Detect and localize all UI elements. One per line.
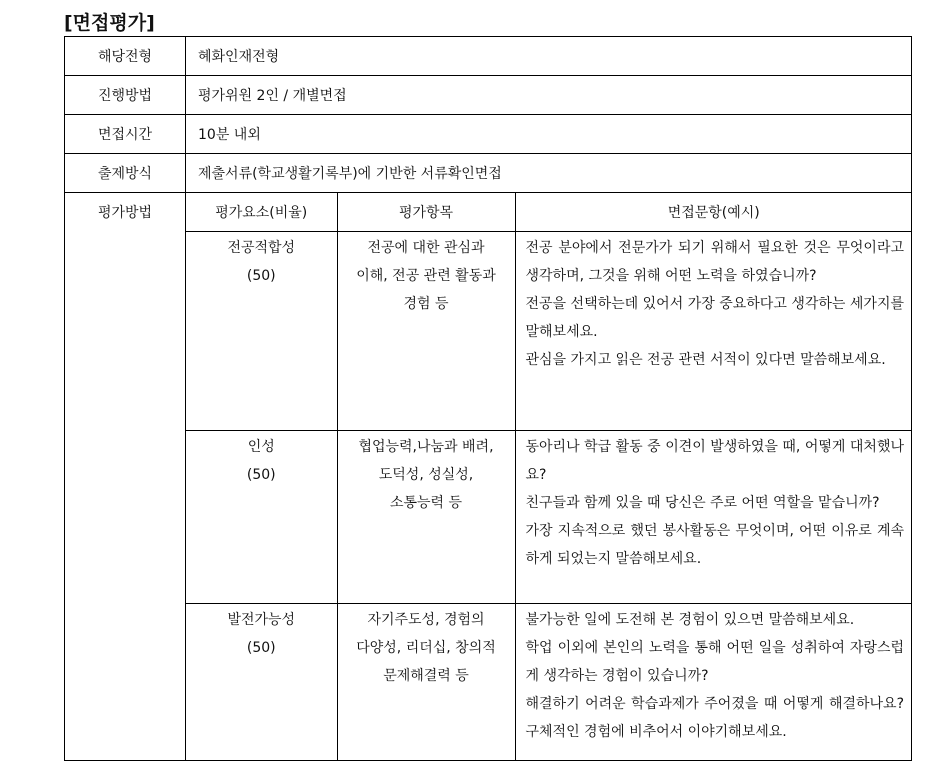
items-cell [337, 232, 515, 431]
question: 친구들과 함께 있을 때 당신은 주로 어떤 역할을 맡습니까? [525, 495, 880, 511]
question: 전공 분야에서 전문가가 되기 위해서 필요한 것은 무엇이라고 생각하며, 그것을 위해 어떤 노력을 하였습니까? [525, 240, 904, 284]
question: 불가능한 일에 도전해 본 경험이 있으면 말씀해보세요. [525, 612, 855, 628]
item-line: 자기주도성, 경험의 [367, 612, 485, 628]
interview-evaluation-table [64, 36, 912, 761]
evaluation-subtable [186, 193, 912, 760]
section-title: [면접평가] [64, 12, 155, 34]
table-row-method [65, 76, 912, 115]
item-line: 소통능력 등 [389, 495, 463, 511]
question: 해결하기 어려운 학습과제가 주어졌을 때 어떻게 해결하나요? 구체적인 경험에 비추어서 이야기해보세요. [525, 696, 904, 740]
category-ratio: (50) [246, 268, 276, 284]
category-name: 인성 [247, 439, 275, 455]
items-cell [337, 431, 515, 604]
category-cell [186, 232, 337, 431]
table-row-format [65, 154, 912, 193]
category-cell [186, 604, 337, 761]
question: 가장 지속적으로 했던 봉사활동은 무엇이며, 어떤 이유로 계속하게 되었는지 말씀해보세요. [525, 523, 904, 567]
item-line: 문제해결력 등 [383, 668, 469, 684]
items-cell [337, 604, 515, 761]
questions-cell [515, 232, 912, 431]
row-label: 평가방법 [65, 193, 186, 761]
table-row [186, 232, 912, 431]
questions-cell [515, 431, 912, 604]
question: 학업 이외에 본인의 노력을 통해 어떤 일을 성취하여 자랑스럽게 생각하는 경험이 있습니까? [525, 640, 904, 684]
row-label: 해당전형 [65, 37, 186, 76]
item-line: 이해, 전공 관련 활동과 [356, 268, 496, 284]
questions-cell [515, 604, 912, 761]
header-items: 평가항목 [337, 193, 515, 232]
row-value: 평가위원 2인 / 개별면접 [186, 76, 912, 115]
category-name: 전공적합성 [227, 240, 296, 256]
question: 전공을 선택하는데 있어서 가장 중요하다고 생각하는 세가지를 말해보세요. [525, 296, 904, 340]
row-label: 진행방법 [65, 76, 186, 115]
header-questions: 면접문항(예시) [515, 193, 912, 232]
row-label: 출제방식 [65, 154, 186, 193]
item-line: 협업능력,나눔과 배려, [358, 439, 494, 455]
category-ratio: (50) [246, 640, 276, 656]
category-name: 발전가능성 [227, 612, 296, 628]
table-row-time [65, 115, 912, 154]
item-line: 전공에 대한 관심과 [367, 240, 485, 256]
row-value: 10분 내외 [186, 115, 912, 154]
table-row-type [65, 37, 912, 76]
item-line: 도덕성, 성실성, [378, 467, 474, 483]
category-cell [186, 431, 337, 604]
table-row [186, 431, 912, 604]
question: 관심을 가지고 읽은 전공 관련 서적이 있다면 말씀해보세요. [525, 352, 886, 368]
row-value: 제출서류(학교생활기록부)에 기반한 서류확인면접 [186, 154, 912, 193]
subtable-header-row [186, 193, 912, 232]
table-row [186, 604, 912, 761]
item-line: 경험 등 [403, 296, 449, 312]
row-label: 면접시간 [65, 115, 186, 154]
header-category: 평가요소(비율) [186, 193, 337, 232]
table-row-evaluation [65, 193, 912, 761]
item-line: 다양성, 리더십, 창의적 [356, 640, 496, 656]
evaluation-cell [186, 193, 912, 761]
row-value: 혜화인재전형 [186, 37, 912, 76]
question: 동아리나 학급 활동 중 이견이 발생하였을 때, 어떻게 대처했나요? [525, 439, 904, 483]
category-ratio: (50) [246, 467, 276, 483]
